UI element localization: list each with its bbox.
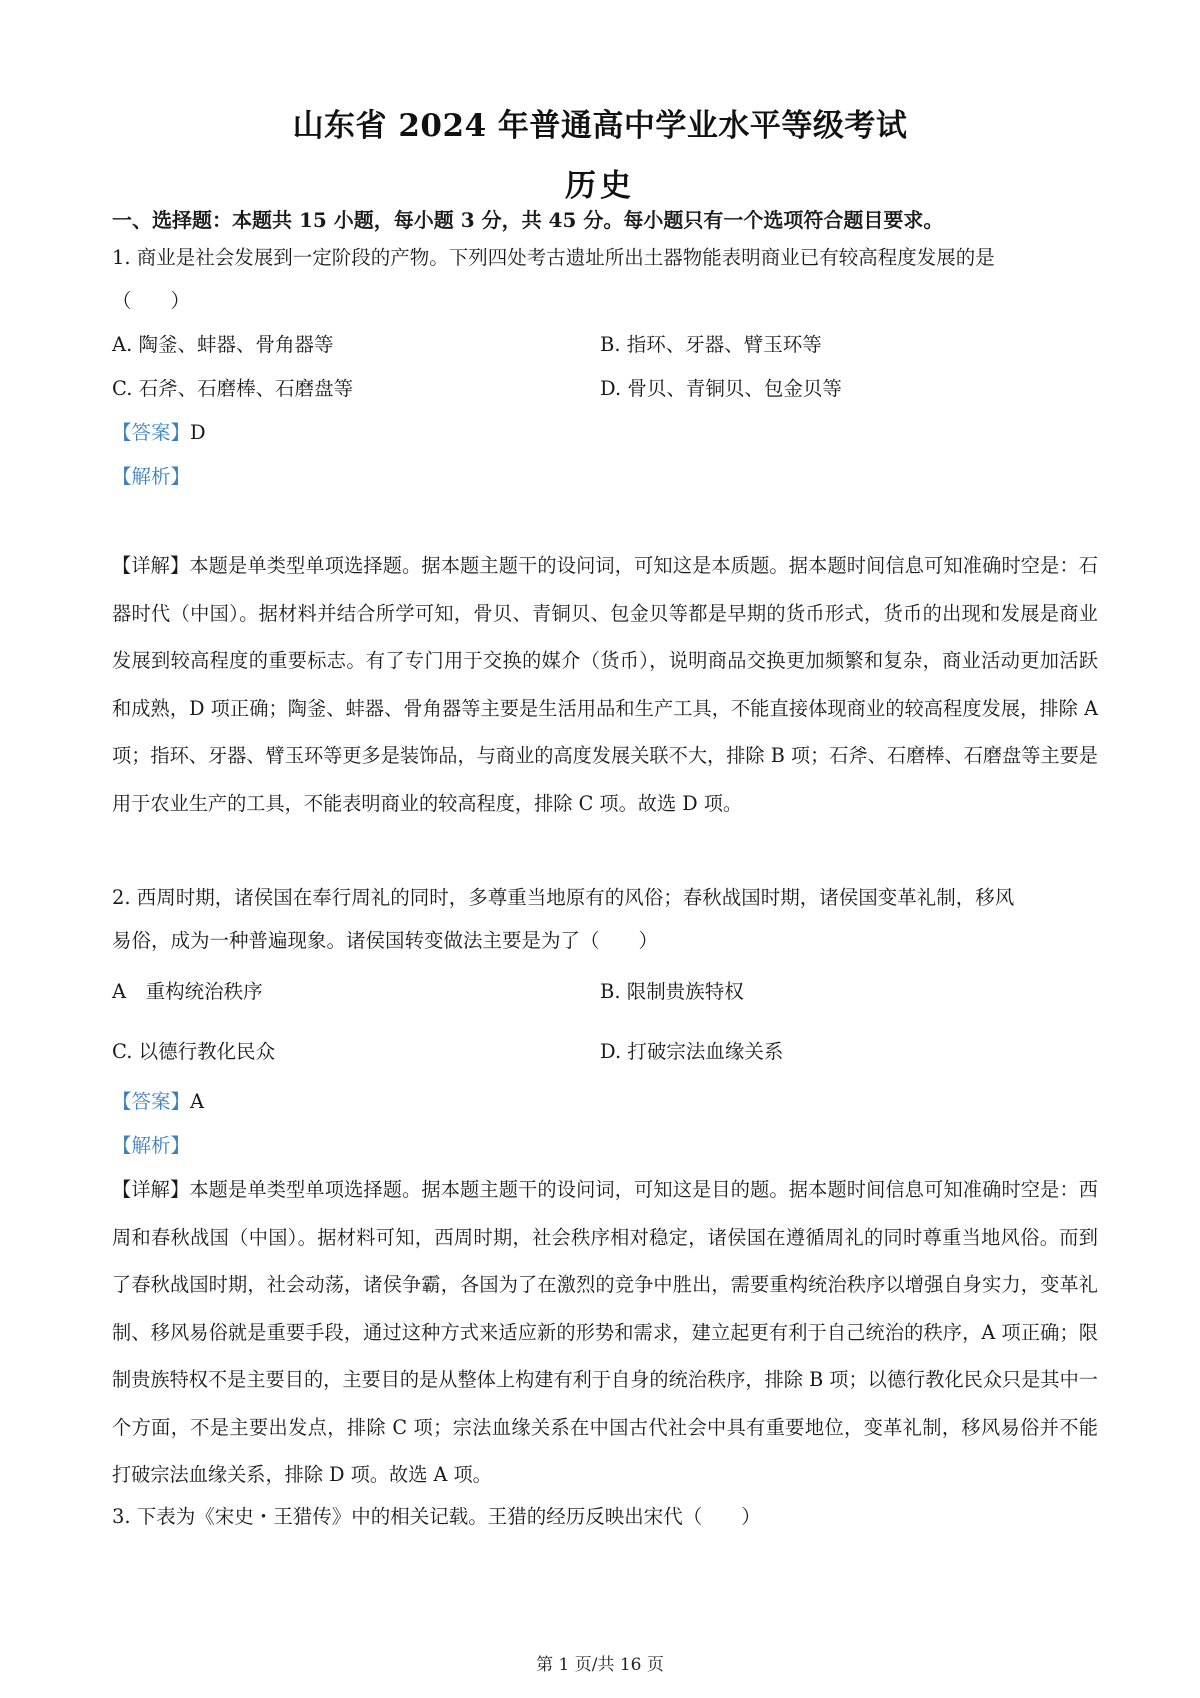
q1-analysis-tag: 【解析】	[112, 465, 191, 488]
q1-answer-tag: 【答案】	[112, 421, 191, 444]
q1-stem-line2: （ ）	[112, 289, 191, 312]
q1-stem-line1: 1. 商业是社会发展到一定阶段的产物。下列四处考古遗址所出土器物能表明商业已有较高程度发展的是	[112, 246, 995, 269]
q2-answer-tag: 【答案】	[112, 1090, 191, 1113]
q2-option-c: C. 以德行教化民众	[112, 1040, 276, 1063]
q1-detail: 【详解】本题是单类型单项选择题。据本题主题干的设问词，可知这是本质题。据本题时间信息可知准确时空是：石器时代（中国）。据材料并结合所学可知，骨贝、青铜贝、包金贝等都是早期的货币形式，货币的出现和发展是商业发展到较高程度的重要标志。有了专门用于交换的媒介（货币），说明商品交换更加频繁和复杂，商业活动更加活跃和成熟，D 项正确；陶釜、蚌器、骨角器等主要是生活用品和生产工具，不能直接体现商业的较高程度发展，排除 A 项；指环、牙器、臂玉环等更多是装饰品，与商业的高度发展关联不大，排除 B 项；石斧、石磨棒、石磨盘等主要是用于农业生产的工具，不能表明商业的较高程度，排除 C 项。故选 D 项。	[112, 554, 1098, 815]
page-footer: 第 1 页/共 16 页	[536, 1655, 664, 1675]
q1-option-b: B. 指环、牙器、臂玉环等	[600, 333, 822, 356]
q1-answer-value: D	[190, 421, 206, 444]
q1-option-a: A. 陶釜、蚌器、骨角器等	[112, 333, 334, 356]
q2-option-a: A 重构统治秩序	[112, 980, 263, 1003]
exam-title: 山东省 2024 年普通高中学业水平等级考试	[292, 108, 908, 144]
subject-title: 历史	[565, 168, 635, 204]
q2-option-d: D. 打破宗法血缘关系	[600, 1040, 784, 1063]
q2-stem-line1: 2. 西周时期，诸侯国在奉行周礼的同时，多尊重当地原有的风俗；春秋战国时期，诸侯国变革礼制，移风	[112, 886, 1015, 909]
q3-stem-line1: 3. 下表为《宋史・王猎传》中的相关记载。王猎的经历反映出宋代（ ）	[112, 1505, 761, 1528]
q2-answer	[112, 1088, 1092, 1116]
q1-option-c: C. 石斧、石磨棒、石磨盘等	[112, 377, 354, 400]
q2-option-b: B. 限制贵族特权	[600, 980, 744, 1003]
q2-analysis-tag: 【解析】	[112, 1134, 191, 1157]
q2-answer-value: A	[190, 1090, 205, 1113]
q2-detail: 【详解】本题是单类型单项选择题。据本题主题干的设问词，可知这是目的题。据本题时间信息可知准确时空是：西周和春秋战国（中国）。据材料可知，西周时期，社会秩序相对稳定，诸侯国在遵循周礼的同时尊重当地风俗。而到了春秋战国时期，社会动荡，诸侯争霸，各国为了在激烈的竞争中胜出，需要重构统治秩序以增强自身实力，变革礼制、移风易俗就是重要手段，通过这种方式来适应新的形势和需求，建立起更有利于自己统治的秩序，A 项正确；限制贵族特权不是主要目的，主要目的是从整体上构建有利于自身的统治秩序，排除 B 项；以德行教化民众只是其中一个方面，不是主要出发点，排除 C 项；宗法血缘关系在中国古代社会中具有重要地位，变革礼制，移风易俗并不能打破宗法血缘关系，排除 D 项。故选 A 项。	[112, 1178, 1098, 1486]
section-heading: 一、选择题：本题共 15 小题，每小题 3 分，共 45 分。每小题只有一个选项符合题目要求。	[112, 208, 944, 232]
q1-option-d: D. 骨贝、青铜贝、包金贝等	[600, 377, 842, 400]
q2-stem-line2: 易俗，成为一种普遍现象。诸侯国转变做法主要是为了（ ）	[112, 929, 659, 952]
q1-answer	[112, 419, 1092, 447]
